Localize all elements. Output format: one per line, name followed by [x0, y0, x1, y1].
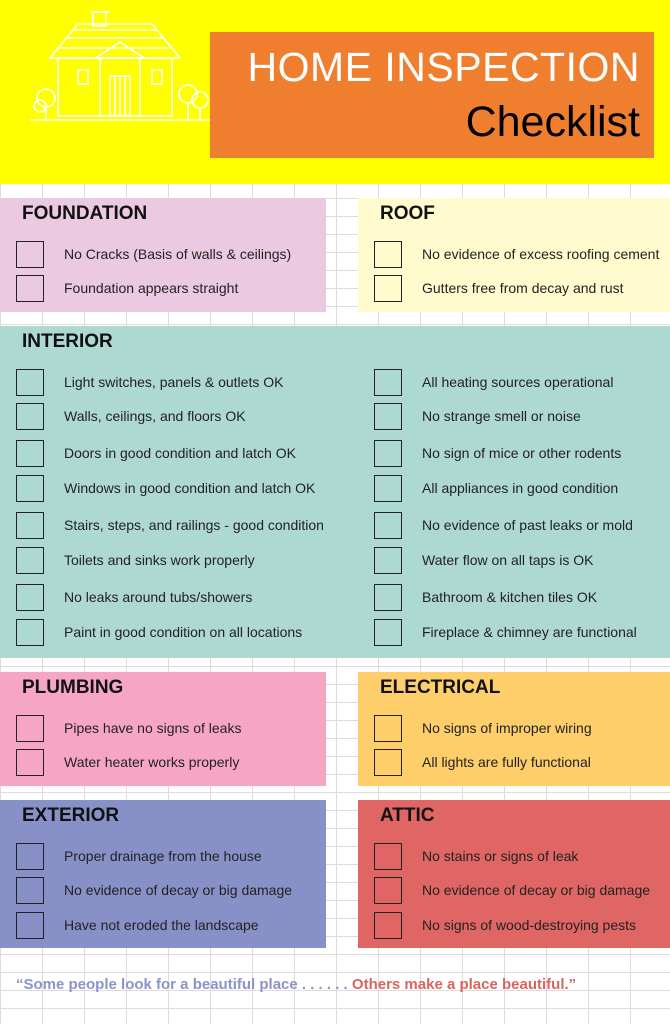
- item-label: No sign of mice or other rodents: [422, 445, 622, 461]
- checklist-item: [0, 475, 340, 503]
- checkbox[interactable]: [374, 584, 402, 611]
- item-label: Water flow on all taps is OK: [422, 552, 594, 568]
- checklist-item: [0, 275, 326, 303]
- checklist-item: [358, 512, 670, 540]
- checklist-item: [0, 369, 340, 397]
- checklist-item: [358, 403, 670, 431]
- checkbox[interactable]: [374, 843, 402, 870]
- item-label: No leaks around tubs/showers: [64, 589, 253, 605]
- section-title: FOUNDATION: [22, 203, 148, 224]
- checkbox[interactable]: [16, 241, 44, 268]
- item-label: Fireplace & chimney are functional: [422, 624, 637, 640]
- checkbox[interactable]: [16, 843, 44, 870]
- item-label: Proper drainage from the house: [64, 848, 262, 864]
- quote-part-1: “Some people look for a beautiful place . . . . . .: [16, 976, 348, 993]
- item-label: Water heater works properly: [64, 754, 240, 770]
- checklist-item: [0, 512, 340, 540]
- item-label: All heating sources operational: [422, 374, 614, 390]
- checklist-item: [358, 440, 670, 468]
- checkbox[interactable]: [374, 241, 402, 268]
- checkbox[interactable]: [16, 440, 44, 467]
- section-roof: [358, 198, 670, 312]
- checklist-item: [0, 749, 326, 777]
- section-title: ATTIC: [380, 805, 435, 826]
- item-label: No stains or signs of leak: [422, 848, 579, 864]
- checkbox[interactable]: [374, 512, 402, 539]
- checkbox[interactable]: [374, 369, 402, 396]
- section-electrical: [358, 672, 670, 786]
- checklist-item: [358, 715, 670, 743]
- checkbox[interactable]: [16, 512, 44, 539]
- section-title: INTERIOR: [22, 331, 113, 352]
- item-label: No evidence of decay or big damage: [422, 882, 651, 898]
- checkbox[interactable]: [374, 547, 402, 574]
- item-label: Foundation appears straight: [64, 280, 239, 296]
- checkbox[interactable]: [16, 715, 44, 742]
- item-label: Light switches, panels & outlets OK: [64, 374, 284, 390]
- item-label: Pipes have no signs of leaks: [64, 720, 242, 736]
- item-label: Bathroom & kitchen tiles OK: [422, 589, 598, 605]
- checkbox[interactable]: [374, 715, 402, 742]
- checklist-item: [0, 403, 340, 431]
- checkbox[interactable]: [16, 877, 44, 904]
- item-label: All lights are fully functional: [422, 754, 591, 770]
- checklist-item: [358, 241, 670, 269]
- checklist-item: [358, 843, 670, 871]
- section-title: EXTERIOR: [22, 805, 120, 826]
- item-label: Doors in good condition and latch OK: [64, 445, 296, 461]
- checkbox[interactable]: [16, 475, 44, 502]
- item-label: No evidence of excess roofing cement: [422, 246, 660, 262]
- checkbox[interactable]: [374, 403, 402, 430]
- checkbox[interactable]: [16, 749, 44, 776]
- checklist-item: [0, 843, 326, 871]
- checklist-item: [0, 584, 340, 612]
- checkbox[interactable]: [16, 403, 44, 430]
- quote-part-2: Others make a place beautiful.”: [351, 976, 577, 993]
- checklist-item: [358, 912, 670, 940]
- page-title: HOME INSPECTION: [247, 44, 640, 90]
- checkbox[interactable]: [16, 547, 44, 574]
- item-label: Stairs, steps, and railings - good condition: [64, 517, 324, 533]
- item-label: All appliances in good condition: [422, 480, 619, 496]
- item-label: No signs of wood-destroying pests: [422, 917, 636, 933]
- header-banner: [0, 0, 670, 184]
- item-label: No evidence of decay or big damage: [64, 882, 293, 898]
- checklist-item: [0, 440, 340, 468]
- checklist-item: [358, 749, 670, 777]
- item-label: No Cracks (Basis of walls & ceilings): [64, 246, 292, 262]
- item-label: Paint in good condition on all locations: [64, 624, 303, 640]
- checklist-item: [358, 877, 670, 905]
- checkbox[interactable]: [16, 619, 44, 646]
- item-label: Gutters free from decay and rust: [422, 280, 624, 296]
- section-attic: [358, 800, 670, 948]
- page-subtitle: Checklist: [465, 98, 640, 146]
- item-label: No signs of improper wiring: [422, 720, 592, 736]
- checklist-item: [358, 275, 670, 303]
- item-label: No strange smell or noise: [422, 408, 581, 424]
- section-title: PLUMBING: [22, 677, 124, 698]
- section-foundation: [0, 198, 326, 312]
- checklist-item: [0, 547, 340, 575]
- section-title: ROOF: [380, 203, 435, 224]
- section-exterior: [0, 800, 326, 948]
- checkbox[interactable]: [374, 749, 402, 776]
- checklist-item: [0, 912, 326, 940]
- checkbox[interactable]: [374, 440, 402, 467]
- checklist-item: [358, 584, 670, 612]
- checkbox[interactable]: [374, 275, 402, 302]
- checkbox[interactable]: [374, 877, 402, 904]
- item-label: Walls, ceilings, and floors OK: [64, 408, 246, 424]
- house-icon: [30, 8, 215, 123]
- item-label: Toilets and sinks work properly: [64, 552, 255, 568]
- footer-quote: [16, 976, 670, 993]
- checkbox[interactable]: [16, 275, 44, 302]
- checkbox[interactable]: [374, 912, 402, 939]
- item-label: No evidence of past leaks or mold: [422, 517, 633, 533]
- checkbox[interactable]: [16, 912, 44, 939]
- checklist-item: [0, 619, 340, 647]
- item-label: Windows in good condition and latch OK: [64, 480, 316, 496]
- section-title: ELECTRICAL: [380, 677, 501, 698]
- checklist-item: [0, 877, 326, 905]
- checkbox[interactable]: [16, 584, 44, 611]
- checklist-item: [358, 619, 670, 647]
- checkbox[interactable]: [374, 475, 402, 502]
- item-label: Have not eroded the landscape: [64, 917, 259, 933]
- checklist-item: [358, 547, 670, 575]
- checkbox[interactable]: [374, 619, 402, 646]
- section-interior: [0, 326, 670, 658]
- section-plumbing: [0, 672, 326, 786]
- checklist-item: [0, 241, 326, 269]
- title-box: [210, 32, 654, 158]
- checkbox[interactable]: [16, 369, 44, 396]
- checklist-item: [358, 475, 670, 503]
- checklist-item: [0, 715, 326, 743]
- checklist-item: [358, 369, 670, 397]
